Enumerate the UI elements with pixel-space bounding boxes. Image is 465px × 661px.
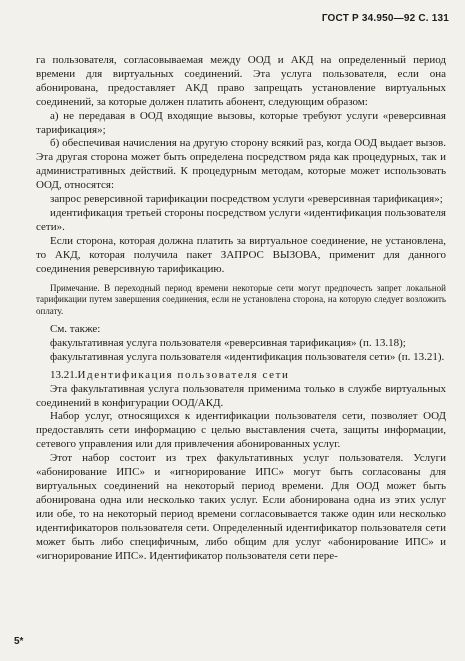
paragraph: Если сторона, которая должна платить за виртуальное соединение, не установлена, то АКД, которая получила пакет ЗАПРОС ВЫЗОВА, применит для данного соединения реверсивную тарификацию.: [36, 234, 446, 275]
see-also-item: факультативная услуга пользователя «реверсивная тарификация» (п. 13.18);: [50, 336, 406, 349]
see-also-label: См. также:: [50, 323, 101, 335]
page-body: [36, 54, 446, 563]
page-footer-mark: 5*: [14, 636, 24, 647]
method-item: запрос реверсивной тарификации посредством услуги «реверсивная тарификация»;: [50, 193, 443, 206]
note: Примечание. В переходный период времени некоторые сети могут предпочесть запрет локальной тарификации путем завершения соединения, если не установлена сторона, на которую следует возложить оплату.: [36, 282, 446, 316]
section-heading: [36, 369, 446, 383]
paragraph: Эта факультативная услуга пользователя применима только в службе виртуальных соединений в конфигурации ООД/АКД.: [36, 382, 446, 409]
list-item-b: б) обеспечивая начисления на другую сторону всякий раз, когда ООД выдает вызов. Эта другая сторона может быть определена посредством ряда как процедурных, так и административных действий. К процедурным методам, которые может использовать ООД, относятся:: [36, 137, 446, 192]
paragraph: Этот набор состоит из трех факультативных услуг пользователя. Услуги «абонирование ИПС» и «игнорирование ИПС» могут быть согласованы для виртуальных соединений на некоторый период времени. Для ООД может быть абонирована одна или несколько таких услуг. Если абонирована одна из этих услуг или обе, то на некоторый период времени согласовывается также один или несколько идентификаторов пользователя сети. Определенный идентификатор пользователя сети может быть либо специфичным, либо общим для услуг «абонирование ИПС» и «игнорирование ИПС». Идентификатор пользователя сети пере-: [36, 452, 446, 562]
section-title: Идентификация пользователя сети: [77, 368, 290, 381]
paragraph: Набор услуг, относящихся к идентификации пользователя сети, позволяет ООД предоставлять сети информацию с целью выставления счета, защиты информации, сетевого управления или для привлечения абонированных услуг.: [36, 410, 446, 451]
section-number: 13.21.: [50, 368, 78, 381]
page-header: ГОСТ Р 34.950—92 С. 131: [321, 13, 449, 24]
paragraph: га пользователя, согласовываемая между ООД и АКД на определенный период времени для виртуальных соединений. Эта услуга пользователя, если она абонирована, предоставляет АКД право запрещать установление виртуальных соединений, за которые должен платить абонент, следующим образом:: [36, 54, 446, 108]
list-item-a: а) не передавая в ООД входящие вызовы, которые требуют услуги «реверсивная тарификация»;: [36, 109, 446, 136]
see-also-item: факультативная услуга пользователя «идентификация пользователя сети» (п. 13.21).: [50, 350, 445, 363]
method-item: идентификация третьей стороны посредством услуги «идентификация пользователя сети».: [36, 206, 446, 233]
